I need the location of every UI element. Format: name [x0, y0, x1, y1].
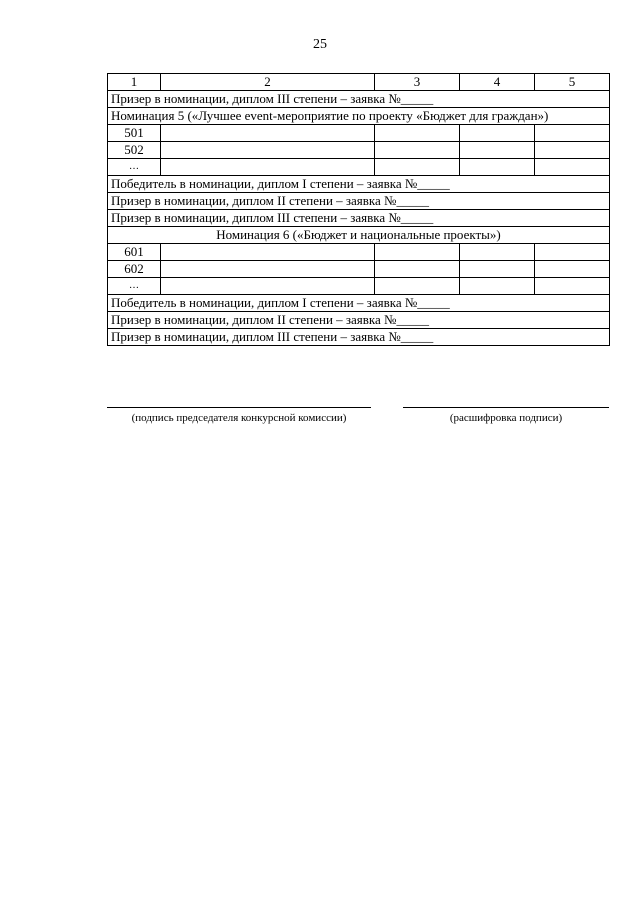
empty-cell [161, 278, 375, 295]
decoding-signature-caption: (расшифровка подписи) [449, 412, 563, 424]
empty-cell [375, 261, 460, 278]
column-header: 5 [535, 74, 610, 91]
empty-cell [375, 278, 460, 295]
table-row [108, 244, 610, 261]
empty-cell [161, 244, 375, 261]
nomination-title-cell: Номинация 6 («Бюджет и национальные проекты») [108, 227, 610, 244]
entry-number-cell: 601 [108, 244, 161, 261]
empty-cell [460, 278, 535, 295]
award-row [108, 91, 610, 108]
award-row [108, 329, 610, 346]
column-header: 2 [161, 74, 375, 91]
table-row [108, 125, 610, 142]
entry-number-cell: … [108, 159, 161, 176]
empty-cell [460, 125, 535, 142]
empty-cell [535, 125, 610, 142]
empty-cell [460, 244, 535, 261]
decoding-signature-line [403, 407, 609, 408]
chairman-signature-caption: (подпись председателя конкурсной комиссии) [131, 412, 347, 424]
empty-cell [460, 142, 535, 159]
award-cell: Номинация 5 («Лучшее event-мероприятие по проекту «Бюджет для граждан») [108, 108, 610, 125]
table-row [108, 278, 610, 295]
award-cell: Призер в номинации, диплом III степени – заявка №_____ [108, 210, 610, 227]
page-number: 25 [313, 37, 327, 52]
empty-cell [375, 244, 460, 261]
table-header-row [108, 74, 610, 91]
table-row [108, 159, 610, 176]
column-header: 4 [460, 74, 535, 91]
empty-cell [535, 142, 610, 159]
entry-number-cell: 502 [108, 142, 161, 159]
chairman-signature-line [107, 407, 371, 408]
nomination-title-row [108, 227, 610, 244]
award-cell: Победитель в номинации, диплом I степени – заявка №_____ [108, 176, 610, 193]
empty-cell [460, 159, 535, 176]
entry-number-cell: 602 [108, 261, 161, 278]
empty-cell [161, 142, 375, 159]
empty-cell [535, 159, 610, 176]
empty-cell [535, 244, 610, 261]
empty-cell [535, 278, 610, 295]
award-row [108, 210, 610, 227]
award-row [108, 108, 610, 125]
table-row [108, 261, 610, 278]
award-row [108, 193, 610, 210]
award-row [108, 295, 610, 312]
award-cell: Призер в номинации, диплом II степени – заявка №_____ [108, 312, 610, 329]
award-cell: Призер в номинации, диплом II степени – заявка №_____ [108, 193, 610, 210]
table-row [108, 142, 610, 159]
empty-cell [375, 125, 460, 142]
nominations-table [107, 73, 610, 346]
column-header: 3 [375, 74, 460, 91]
entry-number-cell: 501 [108, 125, 161, 142]
award-cell: Призер в номинации, диплом III степени – заявка №_____ [108, 329, 610, 346]
empty-cell [460, 261, 535, 278]
empty-cell [375, 159, 460, 176]
award-row [108, 176, 610, 193]
award-cell: Призер в номинации, диплом III степени – заявка №_____ [108, 91, 610, 108]
empty-cell [535, 261, 610, 278]
award-row [108, 312, 610, 329]
empty-cell [375, 142, 460, 159]
entry-number-cell: … [108, 278, 161, 295]
empty-cell [161, 125, 375, 142]
award-cell: Победитель в номинации, диплом I степени – заявка №_____ [108, 295, 610, 312]
empty-cell [161, 159, 375, 176]
column-header: 1 [108, 74, 161, 91]
empty-cell [161, 261, 375, 278]
